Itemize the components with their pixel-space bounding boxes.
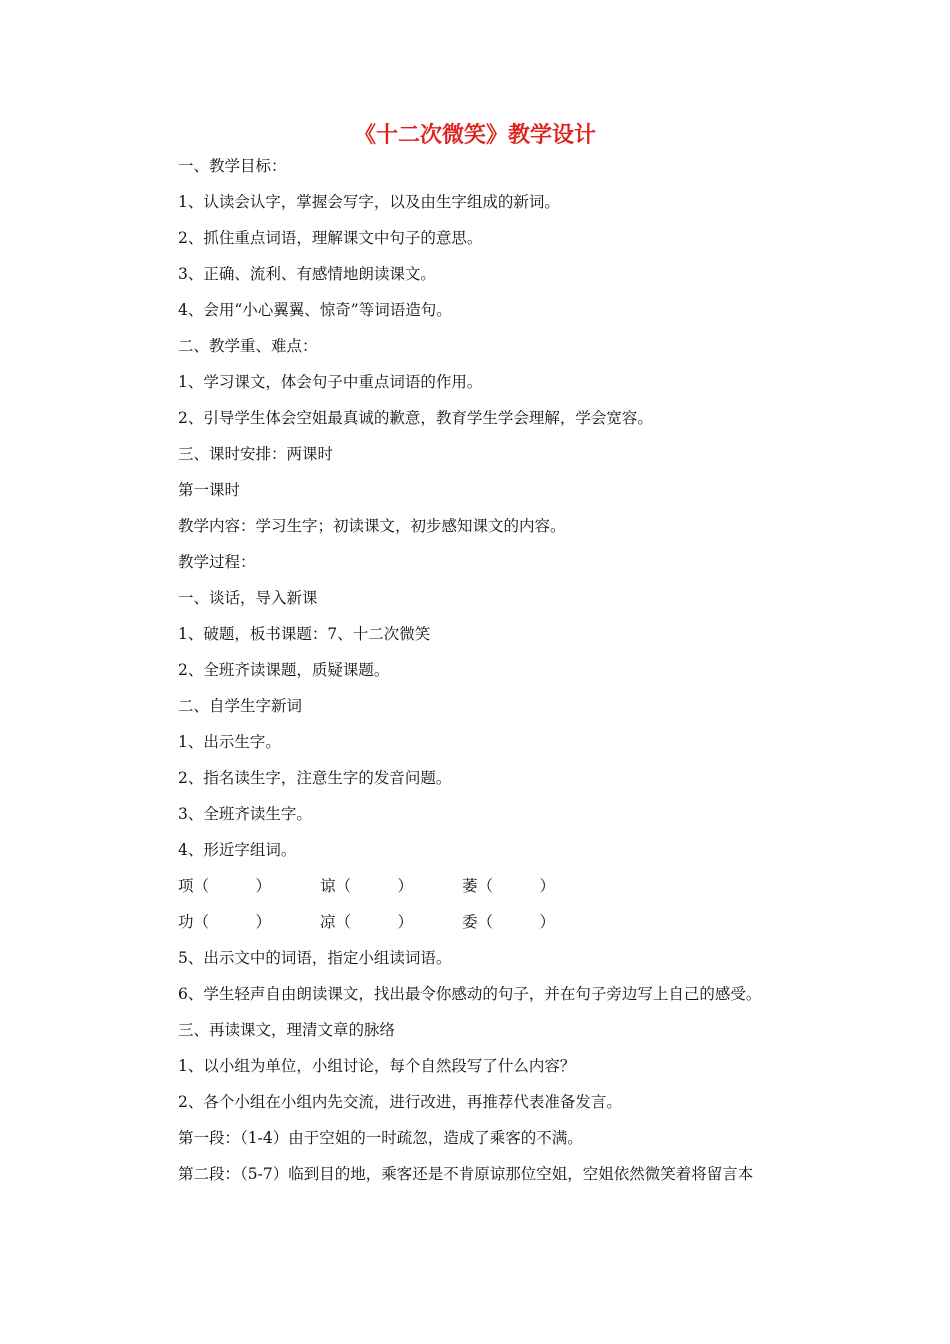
char-blank: 项（ ） [178,877,272,895]
body-line: 1、学习课文，体会句子中重点词语的作用。 [178,373,483,391]
body-line: 三、再读课文，理清文章的脉络 [178,1021,396,1039]
char-group-row [178,904,838,940]
body-line: 4、会用“小心翼翼、惊奇”等词语造句。 [178,301,452,319]
char-blank: 凉（ ） [320,913,414,931]
body-line: 5、出示文中的词语，指定小组读词语。 [178,949,452,967]
body-line: 2、引导学生体会空姐最真诚的歉意，教育学生学会理解，学会宽容。 [178,409,653,427]
body-line: 二、自学生字新词 [178,697,303,715]
body-line: 三、课时安排：两课时 [178,445,334,463]
body-line: 2、指名读生字，注意生字的发音问题。 [178,769,452,787]
body-line: 1、破题，板书课题：7、十二次微笑 [178,625,431,643]
body-line: 1、认读会认字，掌握会写字，以及由生字组成的新词。 [178,193,560,211]
body-line: 教学过程： [178,553,256,571]
body-line: 2、抓住重点词语，理解课文中句子的意思。 [178,229,483,247]
char-blank: 萎（ ） [462,877,556,895]
body-line: 1、以小组为单位，小组讨论，每个自然段写了什么内容？ [178,1057,576,1075]
body-line: 第一段：（1-4）由于空姐的一时疏忽，造成了乘客的不满。 [178,1129,583,1147]
document-title: 《十二次微笑》教学设计 [353,123,596,148]
char-group-row [178,868,838,904]
char-blank: 功（ ） [178,913,272,931]
body-line: 二、教学重、难点： [178,337,318,355]
body-line: 一、教学目标： [178,157,287,175]
body-line: 第二段：（5-7）临到目的地，乘客还是不肯原谅那位空姐，空姐依然微笑着将留言本 [178,1165,754,1183]
body-line: 教学内容：学习生字；初读课文，初步感知课文的内容。 [178,517,566,535]
body-line: 第一课时 [178,481,241,499]
char-blank: 谅（ ） [320,877,414,895]
body-line: 3、正确、流利、有感情地朗读课文。 [178,265,436,283]
body-line: 一、谈话，导入新课 [178,589,318,607]
body-line: 3、全班齐读生字。 [178,805,312,823]
body-line: 2、各个小组在小组内先交流，进行改进，再推荐代表准备发言。 [178,1093,622,1111]
body-line: 2、全班齐读课题，质疑课题。 [178,661,390,679]
char-blank: 委（ ） [462,913,556,931]
body-line: 4、形近字组词。 [178,841,297,859]
document-body [178,148,838,1192]
body-line: 6、学生轻声自由朗读课文，找出最令你感动的句子，并在句子旁边写上自己的感受。 [178,985,762,1003]
body-line: 1、出示生字。 [178,733,281,751]
